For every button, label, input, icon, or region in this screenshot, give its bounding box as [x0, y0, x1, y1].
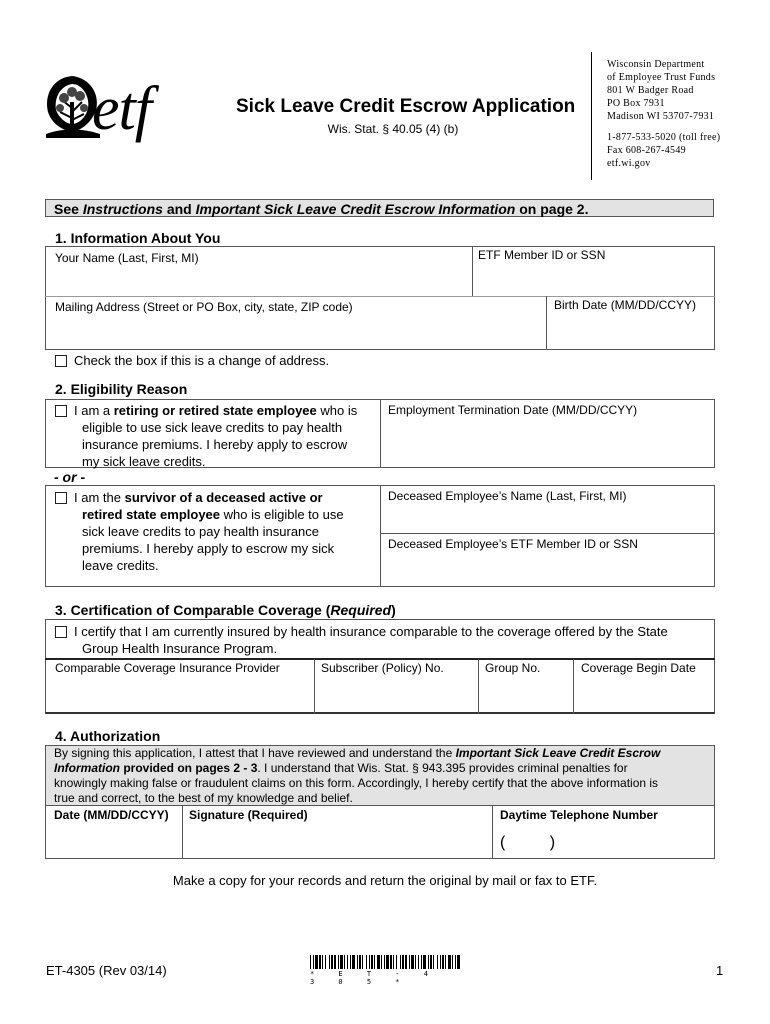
deceased-name-field[interactable]: Deceased Employee’s Name (Last, First, MI) [388, 489, 627, 503]
return-instructions: Make a copy for your records and return the original by mail or fax to ETF. [172, 873, 598, 888]
address-line: Madison WI 53707-7931 [607, 111, 715, 122]
logo-text: etf [92, 75, 151, 143]
or-separator: - or - [54, 469, 86, 485]
phone-field[interactable]: Daytime Telephone Number [500, 808, 658, 822]
fax-number: Fax 608-267-4549 [607, 145, 686, 156]
termination-date-field[interactable]: Employment Termination Date (MM/DD/CCYY) [388, 403, 638, 417]
signature-field[interactable]: Signature (Required) [189, 808, 308, 822]
page-title: Sick Leave Credit Escrow Application [236, 96, 576, 117]
section-3-heading: 3. Certification of Comparable Coverage (Required) [55, 602, 396, 618]
phone-area-code[interactable]: ( ) [500, 834, 556, 851]
address-line: 801 W Badger Road [607, 85, 694, 96]
address-line: of Employee Trust Funds [607, 72, 716, 83]
retiree-statement: I am a retiring or retired state employee who is eligible to use sick leave credits to pay health insurance premiums. I hereby apply to escrow my sick leave credits. [74, 403, 358, 469]
survivor-checkbox[interactable] [55, 491, 67, 509]
page-number: 1 [716, 963, 724, 978]
instructions-banner: See Instructions and Important Sick Leave Credit Escrow Information on page 2. [45, 199, 714, 217]
member-id-field[interactable]: ETF Member ID or SSN [478, 248, 606, 262]
instructions-link: Instructions [82, 201, 163, 217]
coverage-begin-date-field[interactable]: Coverage Begin Date [581, 661, 696, 675]
barcode-digits: * E T - 4 3 0 5 * [310, 970, 438, 986]
deceased-id-field[interactable]: Deceased Employee’s ETF Member ID or SSN [388, 537, 638, 551]
birth-date-field[interactable]: Birth Date (MM/DD/CCYY) [554, 298, 697, 312]
subscriber-number-field[interactable]: Subscriber (Policy) No. [321, 661, 444, 675]
address-line: Wisconsin Department [607, 59, 705, 70]
website: etf.wi.gov [607, 158, 651, 169]
survivor-statement: I am the survivor of a deceased active or retired state employee who is eligible to use sick leave credits to pay health insurance premiums. I hereby apply to escrow my sick leave credits. [74, 490, 344, 573]
address-line: PO Box 7931 [607, 98, 665, 109]
authorization-statement: By signing this application, I attest that I have reviewed and understand the Important Sick Leave Credit Escrow Information provided on pages 2 - 3. I understand that Wis. Stat. § 943.395 provides criminal penalties for knowingly making false or fraudulent claims on this form. Accordingly, I hereby certify that the above information is true and correct, to the best of my knowledge and belief. [54, 746, 661, 805]
change-address-label: Check the box if this is a change of address. [74, 353, 330, 368]
important-info-link: Important Sick Leave Credit Escrow Information [195, 201, 516, 217]
change-address-checkbox[interactable] [55, 354, 67, 372]
agency-address [607, 58, 720, 170]
group-number-field[interactable]: Group No. [485, 661, 541, 675]
certify-statement: I certify that I am currently insured by health insurance comparable to the coverage offered by the State Group Health Insurance Program. [74, 624, 668, 656]
insurance-provider-field[interactable]: Comparable Coverage Insurance Provider [55, 661, 280, 675]
header-divider [591, 52, 592, 180]
mailing-address-field[interactable]: Mailing Address (Street or PO Box, city, state, ZIP code) [55, 300, 353, 314]
section-4-heading: 4. Authorization [55, 728, 161, 744]
date-field[interactable]: Date (MM/DD/CCYY) [54, 808, 169, 822]
name-field[interactable]: Your Name (Last, First, MI) [55, 251, 199, 265]
phone-toll-free: 1-877-533-5020 (toll free) [607, 132, 721, 143]
certify-coverage-checkbox[interactable] [55, 625, 67, 643]
section-2-heading: 2. Eligibility Reason [55, 381, 188, 397]
form-id: ET-4305 (Rev 03/14) [46, 963, 167, 978]
section-1-heading: 1. Information About You [55, 230, 221, 246]
statute-reference: Wis. Stat. § 40.05 (4) (b) [327, 122, 459, 136]
retiree-checkbox[interactable] [55, 404, 67, 422]
